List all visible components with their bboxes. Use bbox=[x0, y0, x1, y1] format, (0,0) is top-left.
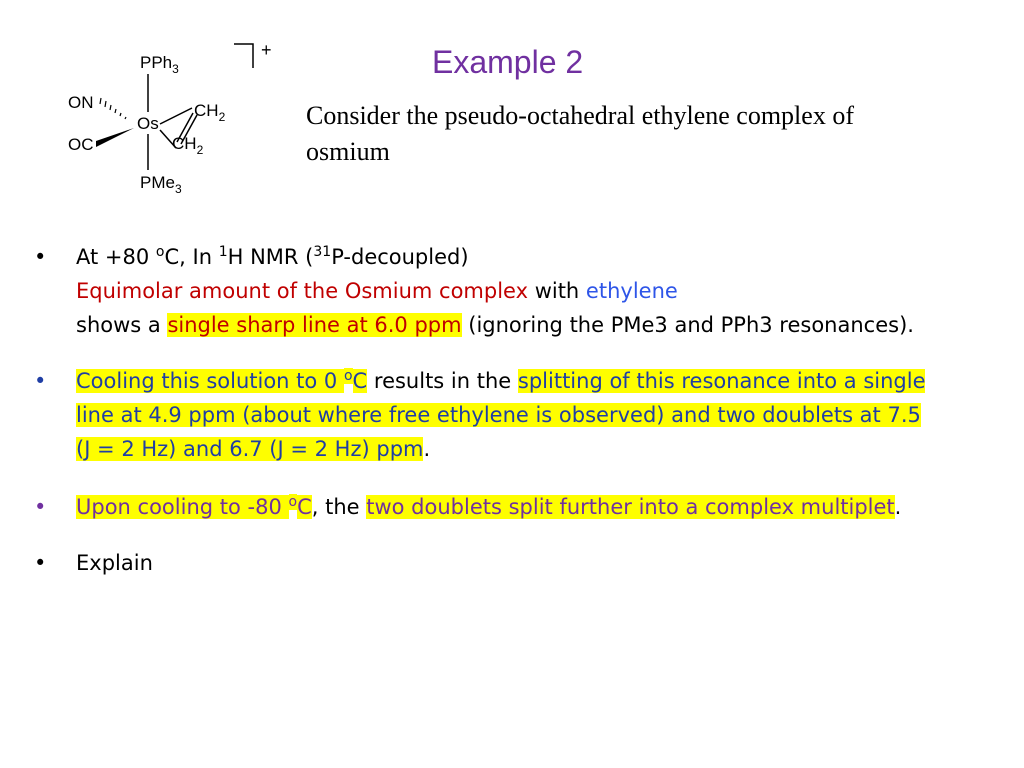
bullet-item-high-temp bbox=[30, 240, 930, 342]
bullet1-text-b: C, In bbox=[164, 245, 219, 269]
bullet-list bbox=[30, 240, 930, 580]
bullet1-text-c: H NMR ( bbox=[227, 245, 314, 269]
bullet1-highlight: single sharp line at 6.0 ppm bbox=[167, 313, 462, 337]
slide-title: Example 2 bbox=[432, 44, 584, 80]
bullet-item-cooling-minus-80 bbox=[30, 490, 930, 524]
structure-pph3-label: PPh$_3$ bbox=[140, 53, 179, 76]
structure-ch2-lower-label: $CH_2$ bbox=[172, 134, 204, 157]
bullet2-highlight: splitting of this resonance into a single line at 4.9 ppm (about where free ethylene is observed) and two doublets at 7.5 (J = 2 Hz) and 6.7 (J = 2 Hz) ppm bbox=[76, 369, 926, 461]
bullet1-ethylene: ethylene bbox=[585, 279, 678, 303]
bullet1-degree: o bbox=[155, 244, 165, 260]
bullet3-degree: o bbox=[288, 494, 298, 510]
bullet1-rest: (ignoring the PMe3 and PPh3 resonances). bbox=[461, 313, 914, 337]
bullet3-highlight: two doublets split further into a complex multiplet bbox=[366, 495, 895, 519]
osmium-complex-structure bbox=[60, 38, 290, 200]
intro-text: Consider the pseudo-octahedral ethylene complex of osmium bbox=[306, 101, 854, 166]
bullet2-text-a: Cooling this solution to 0 bbox=[76, 369, 344, 393]
structure-metal-label: Os bbox=[137, 114, 159, 133]
structure-pme3-label: PMe$_3$ bbox=[140, 173, 182, 196]
bullet-marker: • bbox=[34, 369, 47, 393]
bullet-marker: • bbox=[34, 495, 47, 519]
bullet3-text-b: C bbox=[297, 495, 312, 519]
bullet1-text-d: P-decoupled) bbox=[331, 245, 469, 269]
bullet2-degree: o bbox=[343, 368, 353, 384]
bullet1-with: with bbox=[528, 279, 586, 303]
structure-ch2-upper-label: $CH_2$ bbox=[194, 101, 226, 124]
bullet2-text-b: C bbox=[352, 369, 368, 393]
bullet4-text: Explain bbox=[76, 551, 153, 575]
bullet1-shows: shows a bbox=[76, 313, 168, 337]
bullet2-end: . bbox=[423, 437, 431, 461]
structure-charge-label: + bbox=[261, 40, 272, 60]
bullet2-mid: results in the bbox=[367, 369, 518, 393]
bullet3-end: . bbox=[894, 495, 902, 519]
structure-co-label: OC bbox=[68, 135, 94, 154]
bullet1-red-text: Equimolar amount of the Osmium complex bbox=[76, 279, 529, 303]
bullet1-isotope-1: 1 bbox=[218, 244, 228, 260]
bullet1-isotope-31: 31 bbox=[313, 244, 332, 260]
bullet1-text-a: At +80 bbox=[76, 245, 156, 269]
bullet-marker: • bbox=[34, 245, 47, 269]
bullet3-text-a: Upon cooling to -80 bbox=[76, 495, 289, 519]
bullet-item-explain bbox=[30, 546, 930, 580]
structure-no-label: ON bbox=[68, 93, 94, 112]
bullet3-mid: , the bbox=[311, 495, 367, 519]
bullet-marker: • bbox=[34, 551, 47, 575]
bullet-item-cooling-0 bbox=[30, 364, 930, 466]
